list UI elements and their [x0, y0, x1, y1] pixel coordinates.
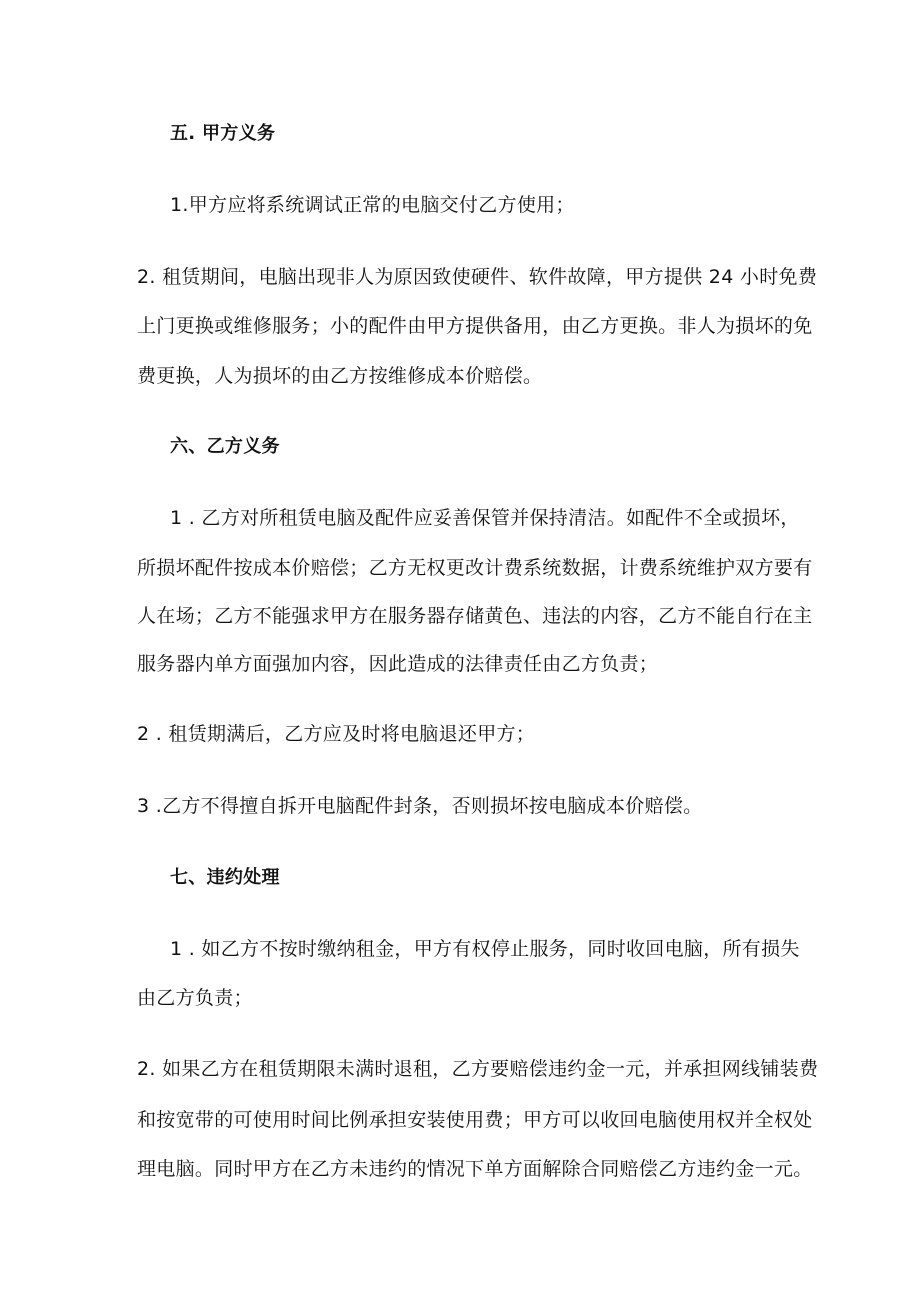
section-heading-7: 七、违约处理 — [170, 867, 280, 888]
clause-7-2-line-2: 和按宽带的可使用时间比例承担安装使用费；甲方可以收回电脑使用权并全权处 — [137, 1109, 813, 1131]
clause-6-3: 3 .乙方不得擅自拆开电脑配件封条，否则损坏按电脑成本价赔偿。 — [137, 795, 703, 817]
clause-5-2-line-2: 上门更换或维修服务；小的配件由甲方提供备用，由乙方更换。非人为损坏的免 — [137, 315, 813, 337]
clause-7-1-line-1: 1 . 如乙方不按时缴纳租金，甲方有权停止服务，同时收回电脑，所有损失 — [170, 938, 800, 960]
clause-5-1: 1.甲方应将系统调试正常的电脑交付乙方使用； — [170, 194, 575, 216]
clause-6-1-line-3: 人在场；乙方不能强求甲方在服务器存储黄色、违法的内容，乙方不能自行在主 — [137, 605, 813, 627]
clause-7-2-line-3: 理电脑。同时甲方在乙方未违约的情况下单方面解除合同赔偿乙方违约金一元。 — [137, 1158, 813, 1180]
clause-7-1-line-2: 由乙方负责； — [137, 987, 253, 1009]
section-heading-6: 六、乙方义务 — [170, 436, 280, 457]
clause-5-2-line-1: 2. 租赁期间，电脑出现非人为原因致使硬件、软件故障，甲方提供 24 小时免费 — [137, 266, 818, 288]
section-heading-5: 五. 甲方义务 — [170, 123, 276, 144]
clause-7-2-line-1: 2. 如果乙方在租赁期限未满时退租，乙方要赔偿违约金一元，并承担网线铺装费 — [137, 1058, 819, 1080]
clause-6-1-line-2: 所损坏配件按成本价赔偿；乙方无权更改计费系统数据，计费系统维护双方要有 — [137, 557, 813, 579]
clause-6-2: 2 . 租赁期满后，乙方应及时将电脑退还甲方； — [137, 723, 536, 745]
clause-6-1-line-1: 1 . 乙方对所租赁电脑及配件应妥善保管并保持清洁。如配件不全或损坏， — [170, 507, 800, 529]
clause-5-2-line-3: 费更换，人为损坏的由乙方按维修成本价赔偿。 — [137, 365, 543, 387]
clause-6-1-line-4: 服务器内单方面强加内容，因此造成的法律责任由乙方负责； — [137, 653, 659, 675]
